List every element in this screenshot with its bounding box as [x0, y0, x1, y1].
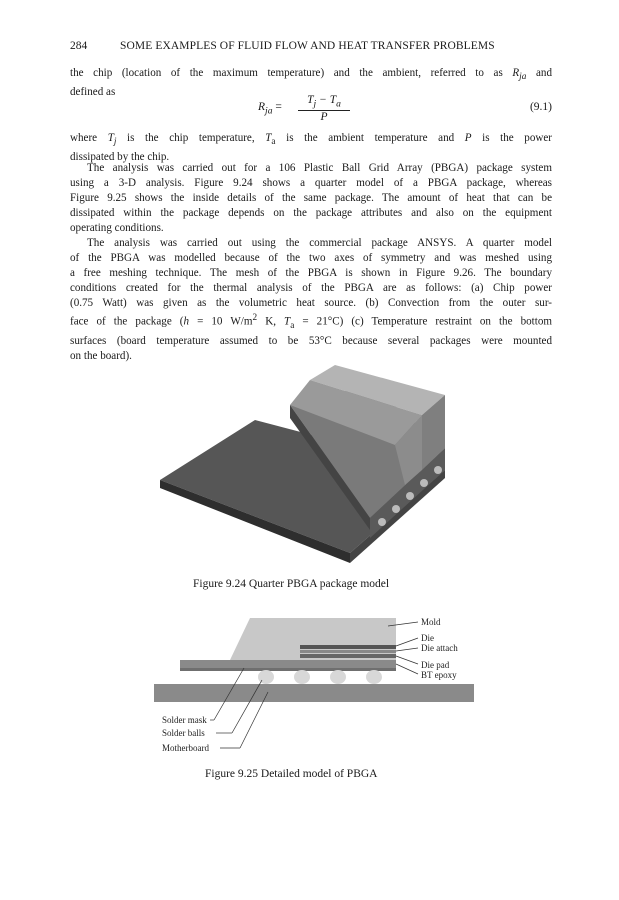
label-die-pad: Die pad: [421, 660, 450, 670]
paragraph-3-line: surfaces (board temperature assumed to be 53°C because several packages were mounted: [70, 334, 552, 347]
figure-9-25-detailed-model: [150, 612, 480, 762]
paragraph-2-line: operating conditions.: [70, 222, 164, 234]
label-motherboard: Motherboard: [162, 743, 209, 753]
running-title: SOME EXAMPLES OF FLUID FLOW AND HEAT TRANSFER PROBLEMS: [120, 40, 495, 52]
intro-line-2: defined as: [70, 86, 116, 99]
die-attach-block: [300, 650, 396, 653]
die-pad-block: [300, 654, 396, 658]
paragraph-3: [70, 236, 552, 364]
intro-line-1: the chip (location of the maximum temperature) and the ambient, referred to as $R_{ja}$ and: [70, 67, 552, 83]
paragraph-2-line: using a 3-D analysis. Figure 9.24 shows a quarter model of a PBGA package, whereas: [70, 177, 552, 189]
mold-shape: [230, 618, 396, 660]
motherboard-layer: [154, 684, 474, 702]
where-line-2: dissipated by the chip.: [70, 151, 170, 164]
paragraph-2-line: dissipated within the package depends on the package attributes and also on the equipment: [70, 207, 552, 219]
paragraph-3-line: (0.75 Watt) was given as the volumetric heat source. (b) Convection from the outer sur-: [70, 297, 552, 309]
label-mold: Mold: [421, 617, 441, 627]
figure-9-24-caption: Figure 9.24 Quarter PBGA package model: [193, 578, 390, 590]
equation-lhs: $R_{ja}$ =: [258, 101, 282, 117]
paragraph-3-line: of the PBGA was modelled because of the two axes of symmetry and was meshed using: [70, 252, 552, 264]
figure-9-24-quarter-pbga-model: [160, 360, 460, 575]
label-solder-mask: Solder mask: [162, 715, 207, 725]
label-die-attach: Die attach: [421, 643, 458, 653]
paragraph-3-line: The analysis was carried out using the commercial package ANSYS. A quarter model: [87, 237, 552, 249]
label-bt-epoxy: BT epoxy: [421, 670, 457, 680]
paragraph-2-line: Figure 9.25 shows the inside details of the same package. The amount of heat that can be: [70, 192, 552, 204]
figure-9-25-caption: Figure 9.25 Detailed model of PBGA: [205, 768, 378, 780]
equation-number: (9.1): [529, 101, 552, 113]
paragraph-3-line: conditions created for the thermal analysis of the PBGA are as follows: (a) Chip power: [70, 282, 552, 294]
bt-epoxy-layer: [180, 660, 396, 668]
where-line-1: where $T_j$ is the chip temperature, $T_a$ is the ambient temperature and P is the power: [70, 132, 553, 148]
paragraph-3-line: face of the package (h = 10 $W/m^2$ K, $T_a = 21^\circ C$) (c) Temperature restraint on the bottom: [70, 313, 553, 331]
equation-fraction: $\frac{T_j - T_a}{P}$: [298, 94, 350, 123]
equation-9-1: [70, 96, 552, 126]
paragraph-2: [70, 161, 552, 236]
label-die: Die: [421, 633, 434, 643]
die-block: [300, 645, 396, 649]
label-solder-balls: Solder balls: [162, 728, 205, 738]
page-number: 284: [70, 40, 88, 52]
solder-mask-layer: [180, 668, 396, 671]
paragraph-3-line: on the board).: [70, 349, 132, 362]
solder-balls-2d: [258, 670, 382, 684]
paragraph-2-line: The analysis was carried out for a 106 Plastic Ball Grid Array (PBGA) package system: [87, 162, 552, 174]
paragraph-3-line: a free meshing technique. The mesh of the PBGA is shown in Figure 9.26. The boundary: [70, 267, 552, 279]
